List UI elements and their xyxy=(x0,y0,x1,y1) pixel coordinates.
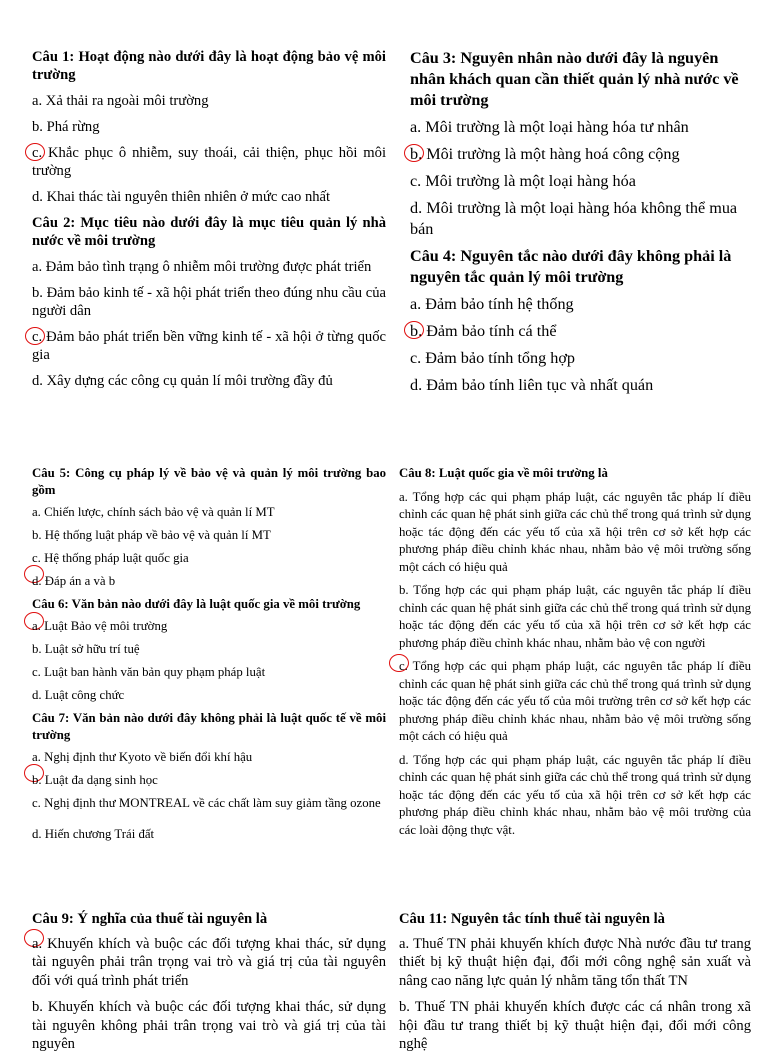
answer-1b: b. Phá rừng xyxy=(32,119,100,135)
question-2: Câu 2: Mục tiêu nào dưới đây là mục tiêu quản lý nhà nước về môi trường xyxy=(32,215,386,249)
answer-6d: d. Luật công chức xyxy=(32,688,125,702)
answer-5c: c. Hệ thống pháp luật quốc gia xyxy=(32,551,189,565)
quiz-column-3-left xyxy=(32,910,386,1062)
answer-8d: d. Tổng hợp các qui phạm pháp luật, các nguyên tắc pháp lí điều chỉnh các quan hệ phát sinh giữa các chủ thể trong quá trình sử dụng hoặc tác động đến các yếu tố của xã hội trên cơ sở kết hợp các phương pháp điều chỉnh khác nhau, nhằm bảo vệ môi trường của các loài động thực vật. xyxy=(399,752,751,837)
answer-6c: c. Luật ban hành văn bản quy phạm pháp luật xyxy=(32,665,266,679)
answer-11a: a. Thuế TN phải khuyến khích được Nhà nước đầu tư trang thiết bị kỹ thuật hiện đại, đổi mới công nghệ sản xuất và nâng cao năng lực quản lý nhằm tăng tổn thất TN xyxy=(399,935,751,989)
answer-6b: b. Luật sở hữu trí tuệ xyxy=(32,642,140,656)
answer-11b: b. Thuế TN phải khuyến khích được các cá nhân trong xã hội đầu tư trang thiết bị kỹ thuật hiện đại, đổi mới công nghệ xyxy=(399,999,751,1052)
question-8: Câu 8: Luật quốc gia về môi trường là xyxy=(399,466,608,480)
question-7: Câu 7: Văn bản nào dưới đây không phải là luật quốc tế về môi trường xyxy=(32,711,386,742)
answer-3d: d. Môi trường là một loại hàng hóa không thể mua bán xyxy=(410,199,738,238)
answer-2b: b. Đảm bảo kinh tế - xã hội phát triển theo đúng nhu cầu của người dân xyxy=(32,285,386,319)
answer-7a: a. Nghị định thư Kyoto về biến đổi khí hậu xyxy=(32,750,253,764)
answer-5d: d. Đáp án a và b xyxy=(32,574,116,588)
quiz-column-1-right xyxy=(410,48,740,402)
answer-8c: c. Tổng hợp các qui phạm pháp luật, các nguyên tắc pháp lí điều chỉnh các quan hệ phát sinh giữa các chủ thể trong quá trình sử dụng hoặc tác động đến các yếu tố của môi trường trên cơ sở kết hợp các phương pháp điều chỉnh khác nhau, nhằm bảo vệ môi trường sống một cách có hiệu quả xyxy=(399,659,751,743)
answer-2c: c. Đảm bảo phát triển bền vững kinh tế - xã hội ở từng quốc gia xyxy=(32,329,386,363)
answer-3c: c. Môi trường là một loại hàng hóa xyxy=(410,172,636,190)
answer-5b: b. Hệ thống luật pháp về bảo vệ và quản lí MT xyxy=(32,528,271,542)
answer-4d: d. Đảm bảo tính liên tục và nhất quán xyxy=(410,376,654,394)
answer-4c: c. Đảm bảo tính tổng hợp xyxy=(410,349,576,367)
answer-4b: b. Đảm bảo tính cá thể xyxy=(410,322,557,340)
question-4: Câu 4: Nguyên tắc nào dưới đây không phải là nguyên tắc quản lý môi trường xyxy=(410,247,732,286)
answer-7d: d. Hiến chương Trái đất xyxy=(32,827,155,841)
quiz-column-3-right xyxy=(399,910,751,1062)
answer-3a: a. Môi trường là một loại hàng hóa tư nhân xyxy=(410,118,689,136)
answer-9b: b. Khuyến khích và buộc các đối tượng khai thác, sử dụng tài nguyên không phải trân trọng vai trò và giá trị của tài nguyên xyxy=(32,999,386,1052)
question-3: Câu 3: Nguyên nhân nào dưới đây là nguyên nhân khách quan cần thiết quản lý nhà nước về môi trường xyxy=(410,49,739,109)
answer-7c: c. Nghị định thư MONTREAL về các chất làm suy giảm tầng ozone xyxy=(32,796,381,810)
answer-8b: b. Tổng hợp các qui phạm pháp luật, các nguyên tắc pháp lí điều chỉnh các quan hệ phát sinh giữa các chủ thể trong quá trình sử dụng hoặc tác động đến các yếu tố của xã hội trên cơ sở kết hợp các phương pháp điều chỉnh khác nhau, nhằm bảo vệ con người xyxy=(399,583,751,650)
question-1: Câu 1: Hoạt động nào dưới đây là hoạt động bảo vệ môi trường xyxy=(32,49,386,83)
question-5: Câu 5: Công cụ pháp lý về bảo vệ và quản lý môi trường bao gồm xyxy=(32,466,386,497)
answer-6a: a. Luật Bảo vệ môi trường xyxy=(32,619,168,633)
answer-1a: a. Xả thải ra ngoài môi trường xyxy=(32,93,209,109)
answer-2a: a. Đảm bảo tình trạng ô nhiễm môi trường được phát triển xyxy=(32,259,372,275)
quiz-column-1-left xyxy=(32,48,386,398)
answer-4a: a. Đảm bảo tính hệ thống xyxy=(410,295,574,313)
answer-7b: b. Luật đa dạng sinh học xyxy=(32,773,158,787)
question-11: Câu 11: Nguyên tắc tính thuế tài nguyên là xyxy=(399,911,665,927)
quiz-column-2-left xyxy=(32,465,386,849)
answer-1d: d. Khai thác tài nguyên thiên nhiên ở mức cao nhất xyxy=(32,189,331,205)
question-6: Câu 6: Văn bản nào dưới đây là luật quốc gia về môi trường xyxy=(32,597,361,611)
answer-5a: a. Chiến lược, chính sách bảo vệ và quản lí MT xyxy=(32,505,275,519)
question-9: Câu 9: Ý nghĩa của thuế tài nguyên là xyxy=(32,911,268,927)
answer-1c: c. Khắc phục ô nhiễm, suy thoái, cải thiện, phục hồi môi trường xyxy=(32,145,386,179)
answer-8a: a. Tổng hợp các qui phạm pháp luật, các nguyên tắc pháp lí điều chỉnh các quan hệ phát sinh giữa các chủ thể trong quá trình sử dụng hoặc tác động đến các yếu tố của xã hội trên cơ sở kết hợp các phương pháp điều chỉnh khác nhau, nhằm bảo vệ môi trường sống một cách có hiệu quả xyxy=(399,489,751,574)
quiz-column-2-right xyxy=(399,465,751,845)
answer-2d: d. Xây dựng các công cụ quản lí môi trường đầy đủ xyxy=(32,373,333,389)
answer-9a: a. Khuyến khích và buộc các đối tượng khai thác, sử dụng tài nguyên phải trân trọng vai trò và giá trị của tài nguyên đối với quá trình phát triển xyxy=(32,935,386,989)
answer-3b: b. Môi trường là một hàng hoá công cộng xyxy=(410,145,680,163)
